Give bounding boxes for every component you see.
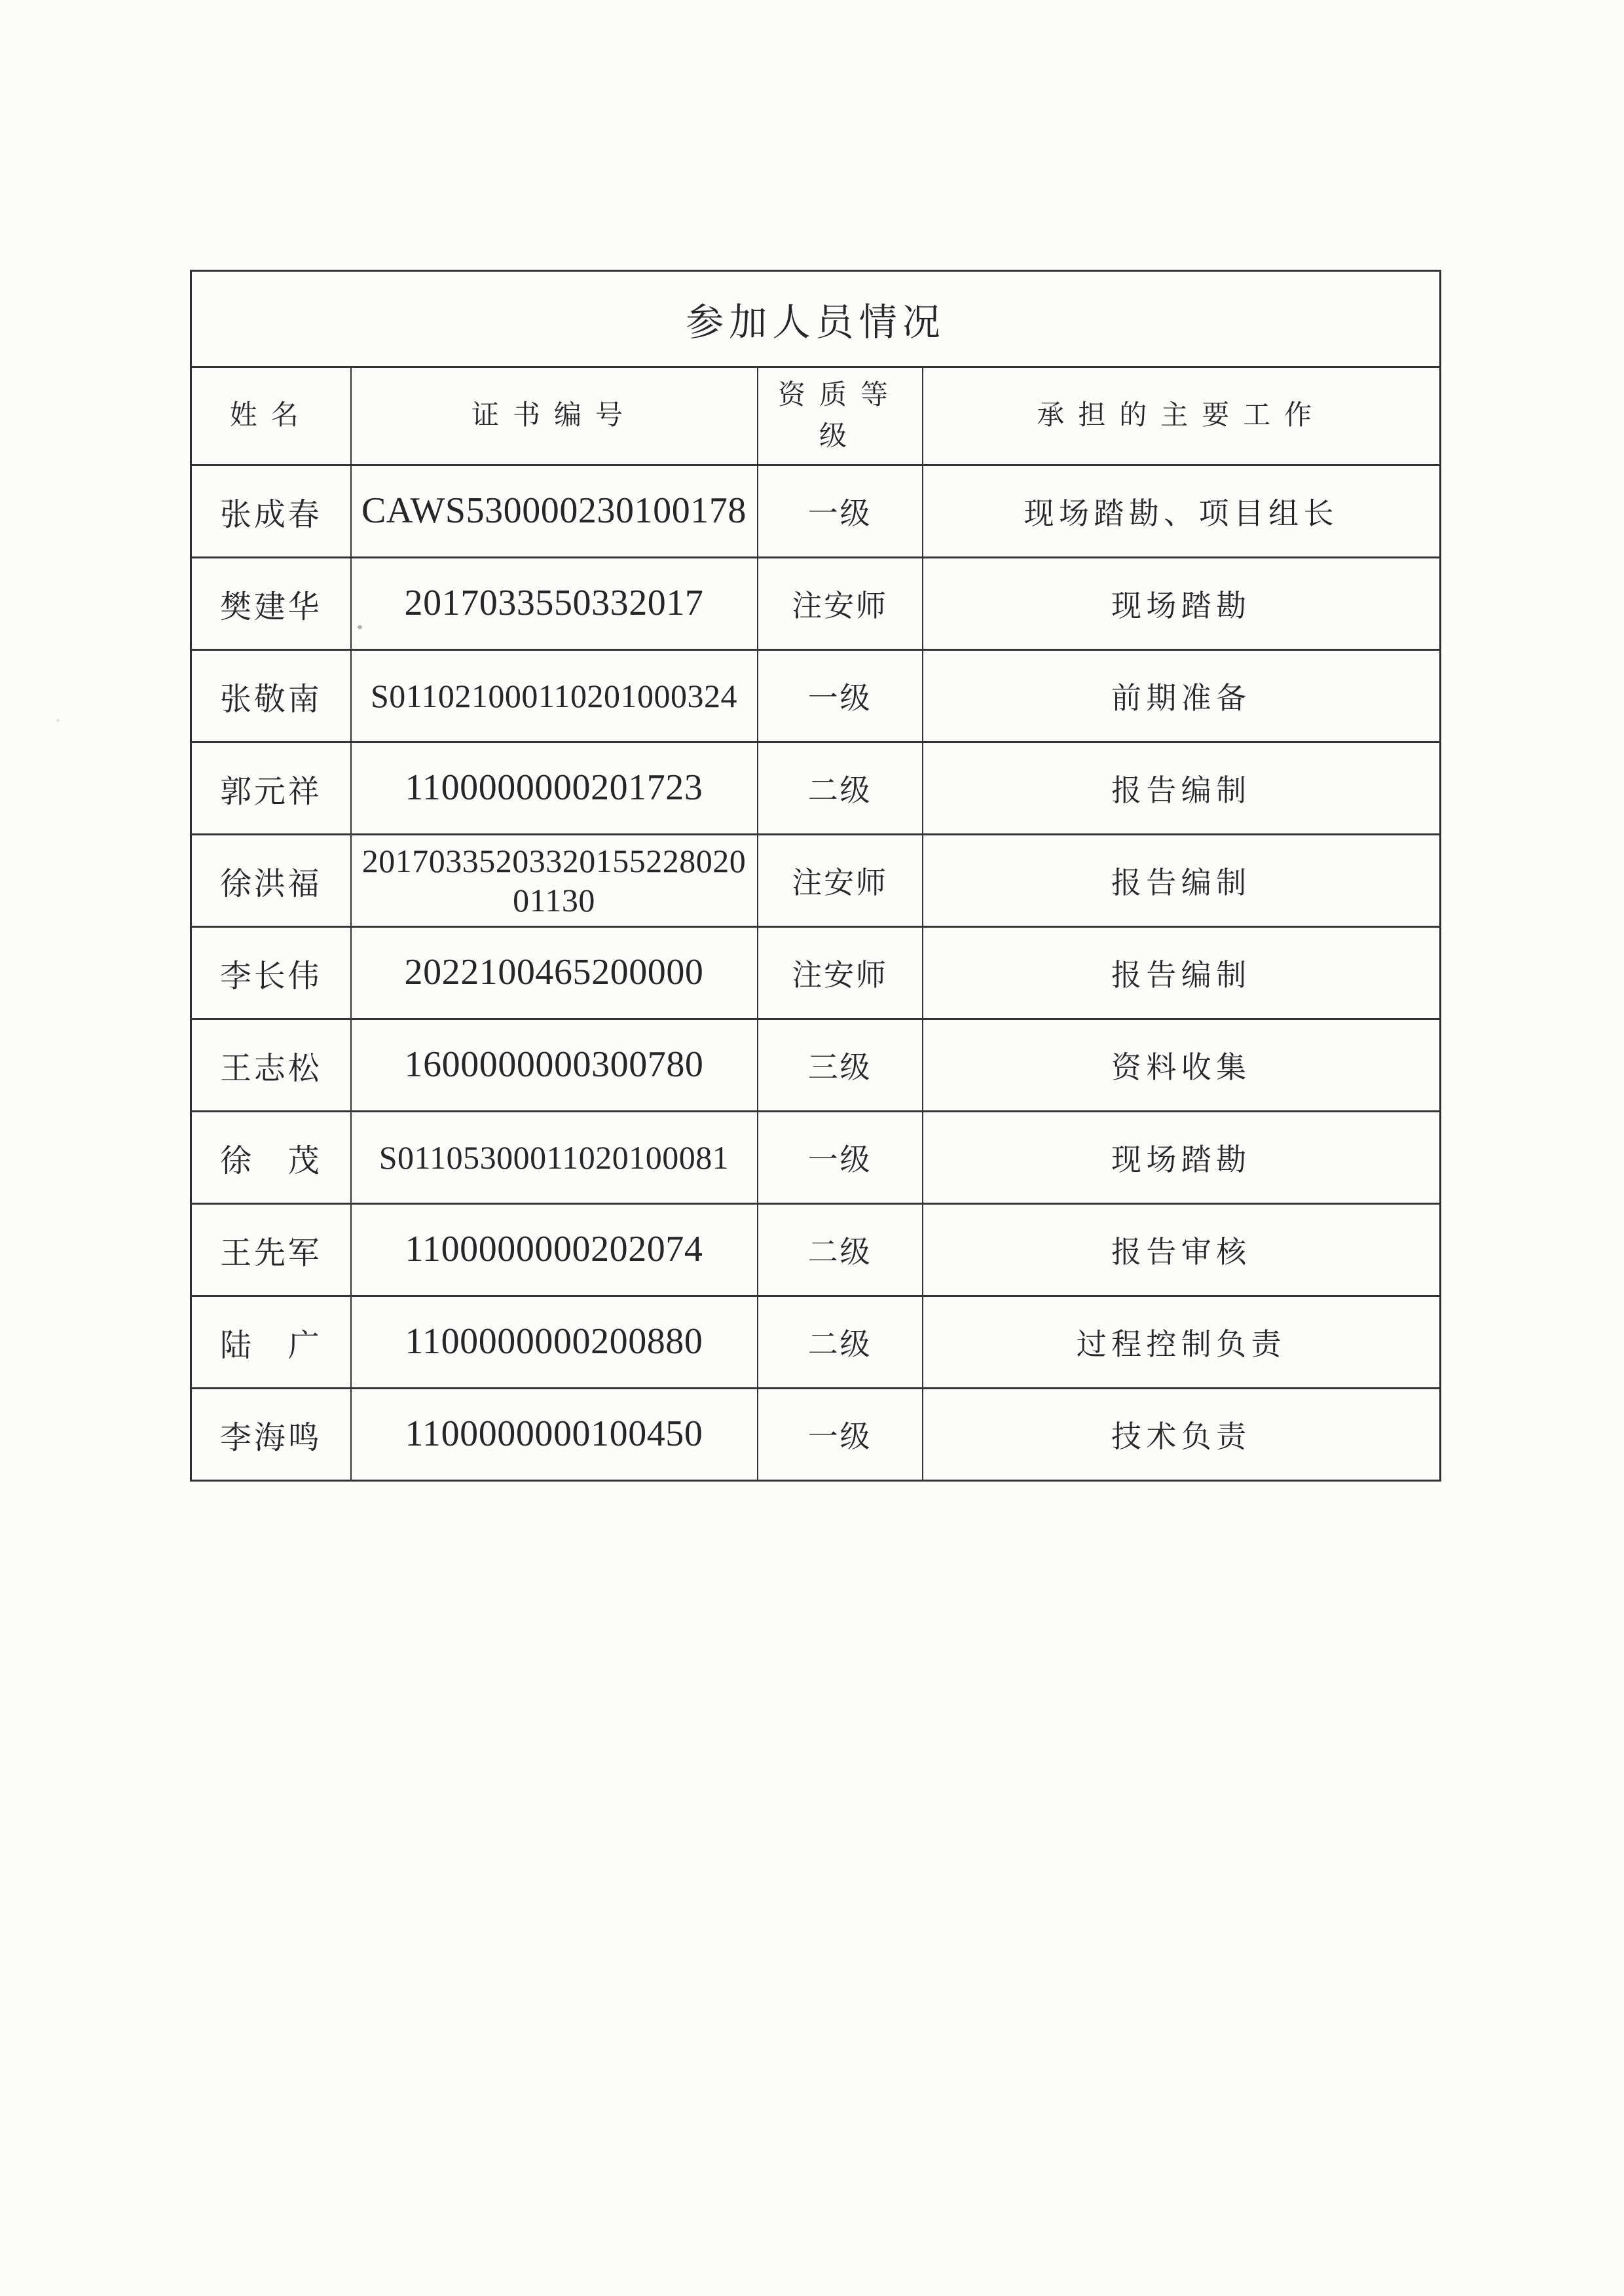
duty-cell: 技术负责 [923, 1389, 1441, 1481]
column-header-name: 姓名 [191, 367, 351, 465]
cert-number-cell: 20170335203320155228020 01130 [351, 835, 758, 927]
level-cell: 一级 [758, 465, 923, 558]
level-cell: 一级 [758, 650, 923, 742]
table-row [191, 1112, 1441, 1204]
duty-cell: 报告编制 [923, 835, 1441, 927]
cert-number-cell: 1100000000202074 [351, 1204, 758, 1296]
duty-cell: 现场踏勘、项目组长 [923, 465, 1441, 558]
level-cell: 二级 [758, 742, 923, 835]
table-row [191, 650, 1441, 742]
duty-cell: 现场踏勘 [923, 1112, 1441, 1204]
person-name-cell: 李长伟 [191, 927, 351, 1019]
table-row [191, 742, 1441, 835]
table-row [191, 1296, 1441, 1389]
level-cell: 一级 [758, 1389, 923, 1481]
duty-cell: 报告审核 [923, 1204, 1441, 1296]
level-cell: 注安师 [758, 835, 923, 927]
cert-number-cell: 2017033550332017 [351, 558, 758, 650]
table-row [191, 927, 1441, 1019]
cert-number-cell: S011021000110201000324 [351, 650, 758, 742]
person-name-cell: 徐洪福 [191, 835, 351, 927]
duty-cell: 资料收集 [923, 1019, 1441, 1112]
personnel-table [190, 270, 1441, 1482]
person-name-cell: 郭元祥 [191, 742, 351, 835]
cert-number-cell: 1100000000100450 [351, 1389, 758, 1481]
table-header-row [191, 367, 1441, 465]
level-cell: 二级 [758, 1296, 923, 1389]
duty-cell: 报告编制 [923, 742, 1441, 835]
personnel-table-body [191, 271, 1441, 1481]
person-name-cell: 李海鸣 [191, 1389, 351, 1481]
duty-cell: 过程控制负责 [923, 1296, 1441, 1389]
cert-number-cell: S01105300011020100081 [351, 1112, 758, 1204]
duty-cell: 现场踏勘 [923, 558, 1441, 650]
person-name-cell: 陆 广 [191, 1296, 351, 1389]
column-header-main-work: 承担的主要工作 [923, 367, 1441, 465]
person-name-cell: 张成春 [191, 465, 351, 558]
level-cell: 三级 [758, 1019, 923, 1112]
cert-number-cell: 2022100465200000 [351, 927, 758, 1019]
scan-artifact-speck [56, 719, 60, 722]
column-header-qualification-level: 资质等级 [758, 367, 923, 465]
table-title-row [191, 271, 1441, 367]
cert-number-cell: 1100000000201723 [351, 742, 758, 835]
cert-number-cell: 1600000000300780 [351, 1019, 758, 1112]
scan-artifact-speck [358, 625, 362, 629]
table-row [191, 465, 1441, 558]
cert-number-cell: 1100000000200880 [351, 1296, 758, 1389]
column-header-cert-number: 证书编号 [351, 367, 758, 465]
person-name-cell: 樊建华 [191, 558, 351, 650]
table-title: 参加人员情况 [191, 271, 1441, 367]
table-row [191, 835, 1441, 927]
person-name-cell: 徐 茂 [191, 1112, 351, 1204]
level-cell: 注安师 [758, 927, 923, 1019]
person-name-cell: 张敬南 [191, 650, 351, 742]
table-row [191, 1019, 1441, 1112]
duty-cell: 报告编制 [923, 927, 1441, 1019]
cert-number-cell: CAWS530000230100178 [351, 465, 758, 558]
duty-cell: 前期准备 [923, 650, 1441, 742]
person-name-cell: 王志松 [191, 1019, 351, 1112]
level-cell: 一级 [758, 1112, 923, 1204]
table-row [191, 1204, 1441, 1296]
table-row [191, 1389, 1441, 1481]
level-cell: 注安师 [758, 558, 923, 650]
level-cell: 二级 [758, 1204, 923, 1296]
table-row [191, 558, 1441, 650]
person-name-cell: 王先军 [191, 1204, 351, 1296]
